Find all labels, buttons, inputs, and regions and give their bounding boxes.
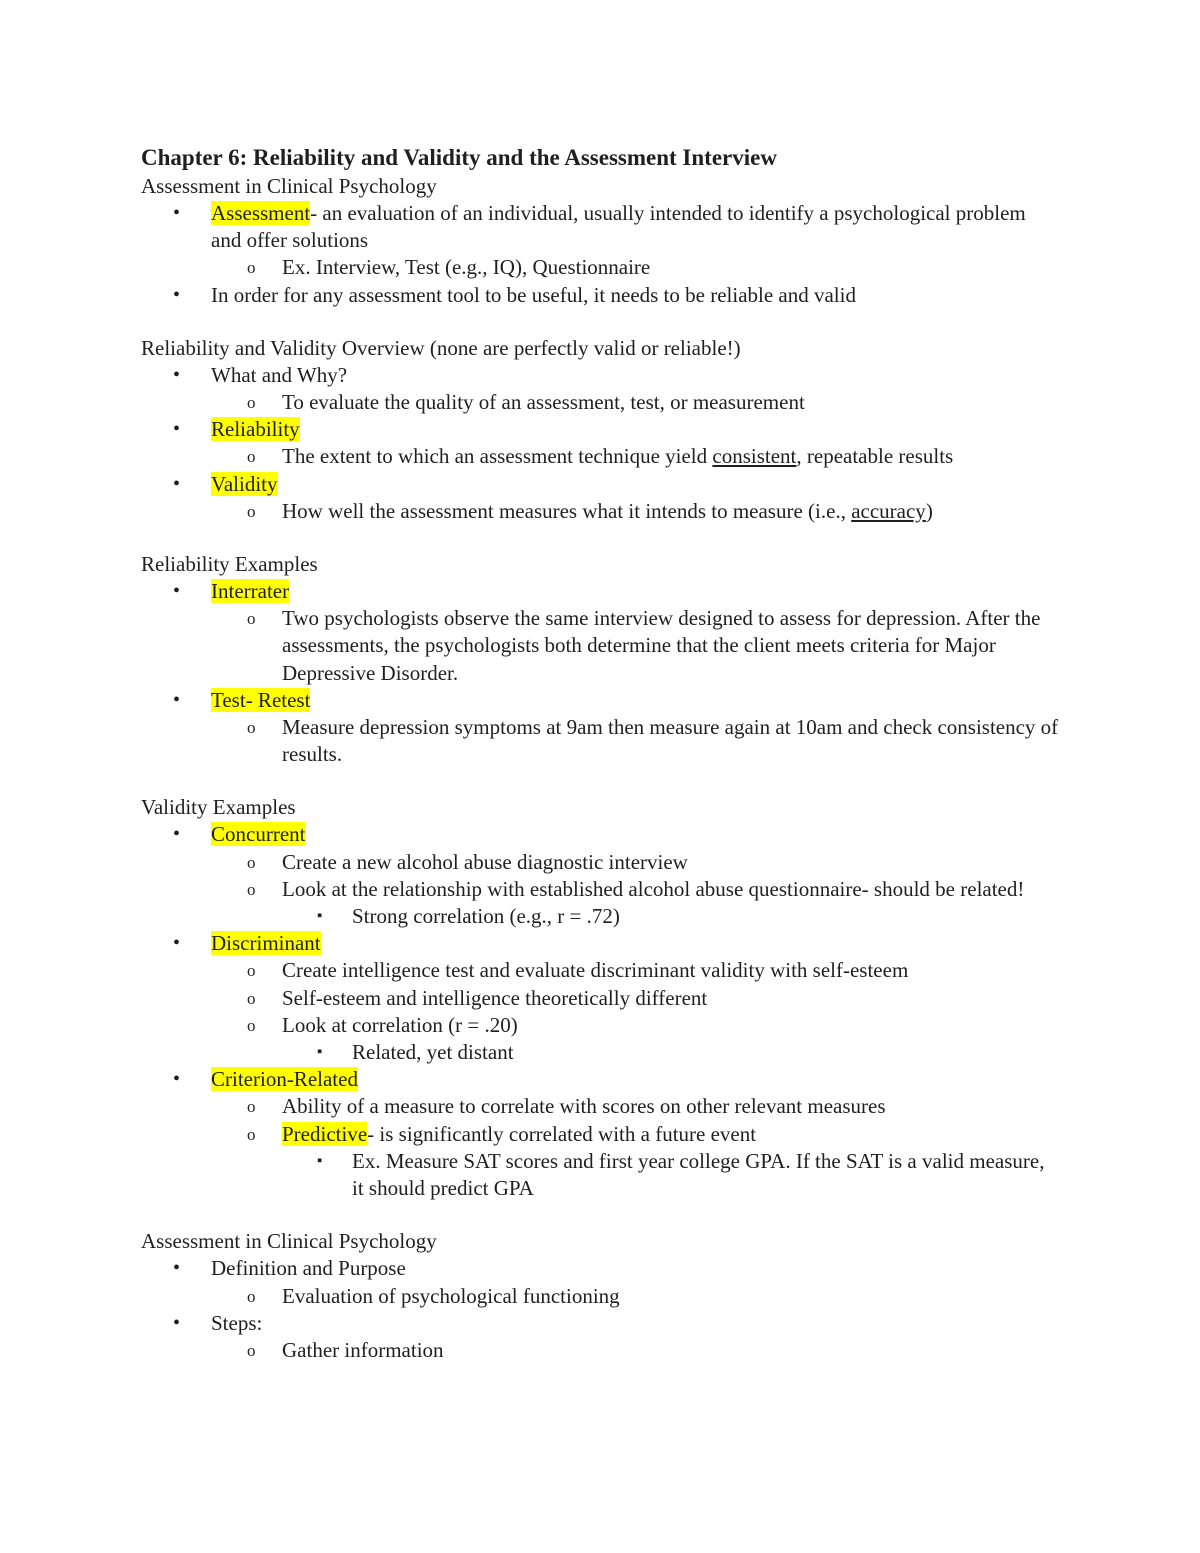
- bullet-icon: •: [173, 418, 181, 441]
- circle-bullet-icon: o: [247, 718, 256, 738]
- list-item: [141, 200, 1061, 254]
- circle-bullet-icon: o: [247, 961, 256, 981]
- list-item: [141, 876, 1061, 903]
- list-item: [141, 471, 1061, 498]
- item-text: Steps:: [211, 1310, 263, 1335]
- circle-bullet-icon: o: [247, 1286, 256, 1306]
- list-item: [141, 849, 1061, 876]
- list-item: [141, 1012, 1061, 1039]
- list-item: [141, 605, 1061, 687]
- list-item: [141, 416, 1061, 443]
- section-overview: [141, 335, 1061, 525]
- bullet-list: [141, 578, 1061, 768]
- list-item: [141, 1283, 1061, 1310]
- section-assessment-2: [141, 1228, 1061, 1364]
- item-text: Evaluation of psychological functioning: [282, 1283, 620, 1308]
- item-text: To evaluate the quality of an assessment, test, or measurement: [282, 390, 805, 415]
- item-text: Related, yet distant: [352, 1040, 514, 1065]
- list-item: [141, 985, 1061, 1012]
- bullet-icon: •: [173, 202, 181, 224]
- list-item: [141, 903, 1061, 930]
- circle-bullet-icon: o: [247, 1015, 256, 1035]
- circle-bullet-icon: o: [247, 988, 256, 1008]
- square-bullet-icon: ▪: [317, 908, 323, 925]
- bullet-icon: •: [173, 580, 181, 603]
- section-heading: Assessment in Clinical Psychology: [141, 1229, 437, 1254]
- highlighted-term: Predictive: [282, 1121, 368, 1146]
- underlined-term: consistent: [712, 444, 797, 469]
- item-text: Ex. Interview, Test (e.g., IQ), Questionnaire: [282, 255, 651, 280]
- bullet-icon: •: [173, 1311, 181, 1334]
- list-item: [141, 687, 1061, 714]
- section-heading: Validity Examples: [141, 795, 296, 820]
- highlighted-term: Assessment: [211, 201, 311, 225]
- bullet-list: [141, 1255, 1061, 1364]
- item-text: Create a new alcohol abuse diagnostic interview: [282, 849, 688, 874]
- list-item: [141, 714, 1061, 768]
- document-content: [141, 143, 1061, 1390]
- list-item: [141, 498, 1061, 525]
- highlighted-term: Discriminant: [211, 931, 321, 956]
- bullet-icon: •: [173, 688, 181, 711]
- bullet-icon: •: [173, 472, 181, 495]
- item-text: Ability of a measure to correlate with scores on other relevant measures: [282, 1094, 886, 1119]
- item-text: Self-esteem and intelligence theoretically different: [282, 985, 708, 1010]
- section-heading: Reliability and Validity Overview (none are perfectly valid or reliable!): [141, 335, 741, 360]
- section-heading: Reliability Examples: [141, 552, 318, 577]
- section-reliability-examples: [141, 551, 1061, 768]
- list-item: [141, 957, 1061, 984]
- bullet-icon: •: [173, 1068, 181, 1091]
- circle-bullet-icon: o: [247, 258, 256, 278]
- list-item: [141, 443, 1061, 470]
- item-text: Gather information: [282, 1337, 444, 1362]
- highlighted-term: Reliability: [211, 417, 300, 442]
- bullet-list: [141, 200, 1061, 309]
- list-item: [141, 389, 1061, 416]
- circle-bullet-icon: o: [247, 852, 256, 872]
- highlighted-term: Criterion-Related: [211, 1067, 358, 1092]
- square-bullet-icon: ▪: [317, 1044, 323, 1061]
- list-item: [141, 1121, 1061, 1148]
- list-item: [141, 1039, 1061, 1066]
- item-text: , repeatable results: [796, 444, 954, 469]
- circle-bullet-icon: o: [247, 393, 256, 413]
- square-bullet-icon: ▪: [317, 1152, 323, 1169]
- document-title: Chapter 6: Reliability and Validity and the Assessment Interview: [141, 145, 777, 170]
- item-text: Look at the relationship with established alcohol abuse questionnaire- should be related!: [282, 876, 1025, 901]
- bullet-icon: •: [173, 932, 181, 955]
- highlighted-term: Test- Retest: [211, 687, 311, 712]
- item-text: In order for any assessment tool to be useful, it needs to be reliable and valid: [211, 282, 856, 307]
- bullet-list: [141, 821, 1061, 1202]
- section-validity-examples: [141, 794, 1061, 1202]
- circle-bullet-icon: o: [247, 501, 256, 521]
- section-heading: Assessment in Clinical Psychology: [141, 174, 437, 198]
- highlighted-term: Concurrent: [211, 822, 306, 847]
- list-item: [141, 821, 1061, 848]
- circle-bullet-icon: o: [247, 609, 256, 629]
- item-text: - is significantly correlated with a future event: [367, 1121, 757, 1146]
- bullet-icon: •: [173, 283, 181, 306]
- list-item: [141, 1310, 1061, 1337]
- item-text: - an evaluation of an individual, usually intended to identify a psychological problem and offer solutions: [211, 201, 1026, 253]
- item-text: Strong correlation (e.g., r = .72): [352, 904, 620, 929]
- list-item: [141, 254, 1061, 281]
- list-item: [141, 1148, 1061, 1202]
- bullet-icon: •: [173, 363, 181, 386]
- bullet-list: [141, 362, 1061, 525]
- list-item: [141, 1066, 1061, 1093]
- list-item: [141, 1093, 1061, 1120]
- circle-bullet-icon: o: [247, 1124, 256, 1144]
- item-text: Two psychologists observe the same interview designed to assess for depression. After the assessments, the psychologists both determine that the client meets criteria for Major Depressive Disorder.: [282, 606, 1041, 685]
- item-text: What and Why?: [211, 362, 348, 387]
- circle-bullet-icon: o: [247, 447, 256, 467]
- item-text: ): [925, 498, 933, 523]
- list-item: [141, 1337, 1061, 1364]
- bullet-icon: •: [173, 1257, 181, 1280]
- item-text: Ex. Measure SAT scores and first year college GPA. If the SAT is a valid measure, it should predict GPA: [352, 1148, 1045, 1201]
- highlighted-term: Interrater: [211, 579, 290, 604]
- bullet-icon: •: [173, 823, 181, 846]
- highlighted-term: Validity: [211, 471, 278, 496]
- underlined-term: accuracy: [851, 498, 926, 523]
- item-text: Look at correlation (r = .20): [282, 1012, 518, 1037]
- item-text: The extent to which an assessment technique yield: [282, 444, 713, 469]
- list-item: [141, 1255, 1061, 1282]
- list-item: [141, 362, 1061, 389]
- circle-bullet-icon: o: [247, 879, 256, 899]
- section-assessment: [141, 173, 1061, 309]
- list-item: [141, 578, 1061, 605]
- circle-bullet-icon: o: [247, 1340, 256, 1360]
- item-text: Definition and Purpose: [211, 1256, 406, 1281]
- item-text: Measure depression symptoms at 9am then measure again at 10am and check consistency of results.: [282, 715, 1059, 767]
- circle-bullet-icon: o: [247, 1097, 256, 1117]
- item-text: How well the assessment measures what it intends to measure (i.e.,: [282, 498, 852, 523]
- item-text: Create intelligence test and evaluate discriminant validity with self-esteem: [282, 958, 909, 983]
- list-item: [141, 282, 1061, 309]
- list-item: [141, 930, 1061, 957]
